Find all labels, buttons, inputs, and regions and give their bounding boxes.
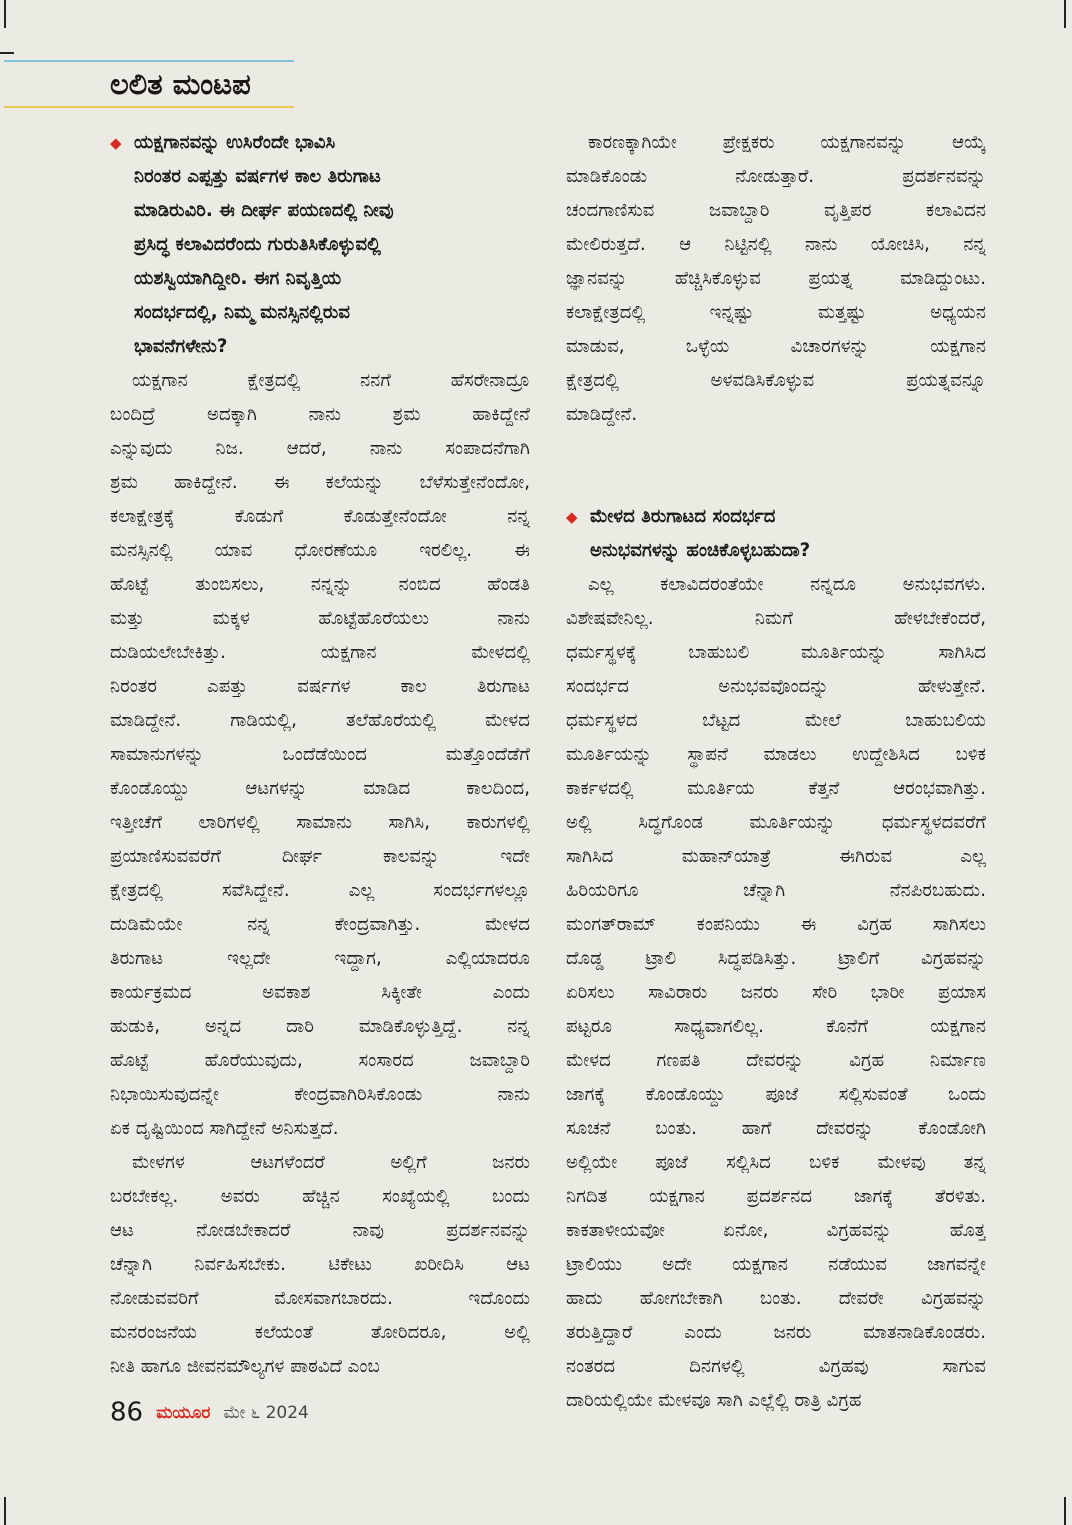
body-text-line <box>110 1282 530 1316</box>
line-text: ಮಾಡಿದ್ದೇನೆ. ಗಾಡಿಯಲ್ಲಿ, ತಲೆಹೊರೆಯಲ್ಲಿ ಮೇಳದ <box>110 710 530 731</box>
page-footer <box>110 1392 309 1432</box>
line-text: ತರುತ್ತಿದ್ದಾರೆ ಎಂದು ಜನರು ಮಾತನಾಡಿಕೊಂಡರು. <box>566 1322 986 1343</box>
diamond-bullet-icon: ◆ <box>110 134 122 152</box>
body-text-line <box>566 160 986 194</box>
body-text-line <box>566 602 986 636</box>
line-text: ಕೊಂಡೊಯ್ದು ಆಟಗಳನ್ನು ಮಾಡಿದ ಕಾಲದಿಂದ, <box>110 778 530 799</box>
line-text: ಕಾಕತಾಳೀಯವೋ ಏನೋ, ವಿಗ್ರಹವನ್ನು ಹೊತ್ತ <box>566 1220 986 1241</box>
body-text-line <box>566 772 986 806</box>
question-line <box>110 194 530 228</box>
line-text: ದೊಡ್ಡ ಟ್ರಾಲಿ ಸಿದ್ಧಪಡಿಸಿತ್ತು. ಟ್ರಾಲಿಗೆ ವಿಗ್ರಹವನ್ನು <box>566 948 986 969</box>
body-text-line <box>566 1316 986 1350</box>
line-text: ಕ್ಷೇತ್ರದಲ್ಲಿ ಅಳವಡಿಸಿಕೊಳ್ಳುವ ಪ್ರಯತ್ನವನ್ನೂ <box>566 370 986 391</box>
line-text: ಚೆನ್ನಾಗಿ ನಿರ್ವಹಿಸಬೇಕು. ಟಿಕೇಟು ಖರೀದಿಸಿ ಆಟ <box>110 1254 530 1275</box>
body-text-line <box>566 976 986 1010</box>
paragraph-gap <box>566 432 986 466</box>
line-text: ಟ್ರಾಲಿಯು ಅದೇ ಯಕ್ಷಗಾನ ನಡೆಯುವ ಜಾಗವನ್ನೇ <box>566 1254 986 1275</box>
line-text: ಆಟ ನೋಡಬೇಕಾದರೆ ನಾವು ಪ್ರದರ್ಶನವನ್ನು <box>110 1220 530 1241</box>
line-text: ಏರಿಸಲು ಸಾವಿರಾರು ಜನರು ಸೇರಿ ಭಾರೀ ಪ್ರಯಾಸ <box>566 982 986 1003</box>
body-text-line <box>566 1044 986 1078</box>
line-text: ಏಕ ದೃಷ್ಟಿಯಿಂದ ಸಾಗಿದ್ದೇನೆ ಅನಿಸುತ್ತದೆ. <box>110 1118 339 1139</box>
diamond-bullet-icon: ◆ <box>566 508 578 526</box>
body-text-line <box>566 398 986 432</box>
question-line <box>110 126 530 160</box>
line-text: ಸಾಮಾನುಗಳನ್ನು ಒಂದೆಡೆಯಿಂದ ಮತ್ತೊಂದೆಡೆಗೆ <box>110 744 530 765</box>
body-text-line <box>110 670 530 704</box>
page-number: 86 <box>110 1397 144 1428</box>
line-text: ಅಲ್ಲಿಯೇ ಪೂಜೆ ಸಲ್ಲಿಸಿದ ಬಳಿಕ ಮೇಳವು ತನ್ನ <box>566 1152 986 1173</box>
line-text: ಮೂರ್ತಿಯನ್ನು ಸ್ಥಾಪನೆ ಮಾಡಲು ಉದ್ದೇಶಿಸಿದ ಬಳಿಕ <box>566 744 986 765</box>
line-text: ದುಡಿಯಲೇಬೇಕಿತ್ತು. ಯಕ್ಷಗಾನ ಮೇಳದಲ್ಲಿ <box>110 642 530 663</box>
body-text-line <box>566 738 986 772</box>
body-text-line <box>566 1350 986 1384</box>
line-text: ಅನುಭವಗಳನ್ನು ಹಂಚಿಕೊಳ್ಳಬಹುದಾ? <box>590 540 811 561</box>
body-text-line <box>566 670 986 704</box>
body-text-line <box>110 500 530 534</box>
body-text-line <box>110 908 530 942</box>
body-text-line <box>566 942 986 976</box>
line-text: ಮನಸ್ಸಿನಲ್ಲಿ ಯಾವ ಧೋರಣೆಯೂ ಇರಲಿಲ್ಲ. ಈ <box>110 540 530 561</box>
body-text-line <box>566 806 986 840</box>
line-text: ಮತ್ತು ಮಕ್ಕಳ ಹೊಟ್ಟೆಹೊರೆಯಲು ನಾನು <box>110 608 530 629</box>
body-text-line <box>566 126 986 160</box>
body-text-line <box>566 874 986 908</box>
line-text: ಮಾಡುವ, ಒಳ್ಳೆಯ ವಿಚಾರಗಳನ್ನು ಯಕ್ಷಗಾನ <box>566 336 986 357</box>
line-text: ನಿಭಾಯಿಸುವುದನ್ನೇ ಕೇಂದ್ರವಾಗಿರಿಸಿಕೊಂಡು ನಾನು <box>110 1084 530 1105</box>
header-rule-blue <box>4 60 294 62</box>
section-title: ಲಲಿತ ಮಂಟಪ <box>110 67 251 101</box>
paragraph-gap <box>566 466 986 500</box>
body-text-line <box>566 1112 986 1146</box>
body-text-line <box>110 602 530 636</box>
line-text: ಎನ್ನುವುದು ನಿಜ. ಆದರೆ, ನಾನು ಸಂಪಾದನೆಗಾಗಿ <box>110 438 530 459</box>
body-text-line <box>110 534 530 568</box>
line-text: ಬಂದಿದ್ರೆ ಅದಕ್ಕಾಗಿ ನಾನು ಶ್ರಮ ಹಾಕಿದ್ದೇನೆ <box>110 404 530 425</box>
question-line <box>110 330 530 364</box>
body-text-line <box>110 432 530 466</box>
line-text: ನೋಡುವವರಿಗೆ ಮೋಸವಾಗಬಾರದು. ಇದೊಂದು <box>110 1288 530 1309</box>
body-text-line <box>110 976 530 1010</box>
line-text: ಚಂದಗಾಣಿಸುವ ಜವಾಬ್ದಾರಿ ವೃತ್ತಿಪರ ಕಲಾವಿದನ <box>566 200 986 221</box>
body-text-line <box>110 568 530 602</box>
line-text: ಶ್ರಮ ಹಾಕಿದ್ದೇನೆ. ಈ ಕಲೆಯನ್ನು ಬೆಳೆಸುತ್ತೇನೆಂದೋ, <box>110 472 530 493</box>
line-text: ಪಟ್ಟರೂ ಸಾಧ್ಯವಾಗಲಿಲ್ಲ. ಕೊನೆಗೆ ಯಕ್ಷಗಾನ <box>566 1016 986 1037</box>
body-text-line <box>110 1214 530 1248</box>
line-text: ತಿರುಗಾಟ ಇಲ್ಲದೇ ಇದ್ದಾಗ, ಎಲ್ಲಿಯಾದರೂ <box>110 948 530 969</box>
question-line <box>110 296 530 330</box>
crop-mark-bottom-left <box>4 1497 6 1525</box>
body-text-line <box>566 1282 986 1316</box>
line-text: ಮಂಗತ್‌ರಾಮ್ ಕಂಪನಿಯು ಈ ವಿಗ್ರಹ ಸಾಗಿಸಲು <box>566 914 986 935</box>
body-text-line <box>110 1044 530 1078</box>
header-rule-yellow <box>4 106 294 108</box>
body-text-line <box>566 1078 986 1112</box>
line-text: ಮೇಳದ ತಿರುಗಾಟದ ಸಂದರ್ಭದ <box>590 506 776 527</box>
question-line <box>110 160 530 194</box>
line-text: ಪ್ರಯಾಣಿಸುವವರೆಗೆ ದೀರ್ಘ ಕಾಲವನ್ನು ಇದೇ <box>110 846 530 867</box>
body-text-line <box>566 840 986 874</box>
line-text: ಜಾಗಕ್ಕೆ ಕೊಂಡೊಯ್ದು ಪೂಜೆ ಸಲ್ಲಿಸುವಂತೆ ಒಂದು <box>566 1084 986 1105</box>
crop-mark-bottom-right <box>1064 1497 1066 1525</box>
line-text: ಮನರಂಜನೆಯ ಕಲೆಯಂತೆ ತೋರಿದರೂ, ಅಲ್ಲಿ <box>110 1322 530 1343</box>
body-text-line <box>110 1146 530 1180</box>
line-text: ಮಾಡಿದ್ದೇನೆ. <box>566 404 638 425</box>
magazine-logo: ಮಯೂರ <box>156 1402 211 1423</box>
line-text: ಸಂದರ್ಭದ ಅನುಭವವೊಂದನ್ನು ಹೇಳುತ್ತೇನೆ. <box>566 676 986 697</box>
left-column <box>110 126 530 1384</box>
line-text: ಸಾಗಿಸಿದ ಮಹಾನ್‌ಯಾತ್ರೆ ಈಗಿರುವ ಎಲ್ಲ <box>566 846 986 867</box>
line-text: ಕಲಾಕ್ಷೇತ್ರಕ್ಕೆ ಕೊಡುಗೆ ಕೊಡುತ್ತೇನೆಂದೋ ನನ್ನ <box>110 506 530 527</box>
body-text-line <box>110 806 530 840</box>
body-text-line <box>566 262 986 296</box>
body-text-line <box>110 636 530 670</box>
line-text: ನಿರಂತರ ಎಪತ್ತು ವರ್ಷಗಳ ಕಾಲ ತಿರುಗಾಟ <box>110 676 530 697</box>
line-text: ಭಾವನೆಗಳೇನು? <box>134 336 228 357</box>
line-text: ಪ್ರಸಿದ್ಧ ಕಲಾವಿದರೆಂದು ಗುರುತಿಸಿಕೊಳ್ಳುವಲ್ಲಿ <box>134 234 381 255</box>
body-text-line <box>110 364 530 398</box>
line-text: ಅಲ್ಲಿ ಸಿದ್ಧಗೊಂಡ ಮೂರ್ತಿಯನ್ನು ಧರ್ಮಸ್ಥಳದವರೆಗೆ <box>566 812 986 833</box>
body-text-line <box>110 738 530 772</box>
line-text: ನಿರಂತರ ಎಪ್ಪತ್ತು ವರ್ಷಗಳ ಕಾಲ ತಿರುಗಾಟ <box>134 166 381 187</box>
crop-mark-top-left <box>4 0 6 28</box>
line-text: ಜ್ಞಾನವನ್ನು ಹೆಚ್ಚಿಸಿಕೊಳ್ಳುವ ಪ್ರಯತ್ನ ಮಾಡಿದ್ದುಂಟು. <box>566 268 986 289</box>
line-text: ನೀತಿ ಹಾಗೂ ಜೀವನಮೌಲ್ಯಗಳ ಪಾಠವಿದೆ ಎಂಬ <box>110 1356 380 1377</box>
body-text-line <box>110 874 530 908</box>
line-text: ಧರ್ಮಸ್ಥಳಕ್ಕೆ ಬಾಹುಬಲಿ ಮೂರ್ತಿಯನ್ನು ಸಾಗಿಸಿದ <box>566 642 986 663</box>
body-text-line <box>110 1316 530 1350</box>
body-text-line <box>110 466 530 500</box>
body-text-line <box>566 1010 986 1044</box>
body-text-line <box>110 1248 530 1282</box>
body-text-line <box>110 1112 530 1146</box>
line-text: ಕಾರಣಕ್ಕಾಗಿಯೇ ಪ್ರೇಕ್ಷಕರು ಯಕ್ಷಗಾನವನ್ನು ಆಯ್ಕೆ <box>588 132 986 153</box>
body-text-line <box>110 1350 530 1384</box>
body-text-line <box>566 908 986 942</box>
body-text-line <box>110 398 530 432</box>
issue-date: ಮೇ ೬ 2024 <box>223 1402 309 1423</box>
line-text: ಯಶಸ್ವಿಯಾಗಿದ್ದೀರಿ. ಈಗ ನಿವೃತ್ತಿಯ <box>134 268 342 289</box>
body-text-line <box>566 1248 986 1282</box>
line-text: ಎಲ್ಲ ಕಲಾವಿದರಂತೆಯೇ ನನ್ನದೂ ಅನುಭವಗಳು. <box>588 574 986 595</box>
line-text: ಹೊಟ್ಟೆ ಹೊರೆಯುವುದು, ಸಂಸಾರದ ಜವಾಬ್ದಾರಿ <box>110 1050 530 1071</box>
line-text: ಯಕ್ಷಗಾನವನ್ನು ಉಸಿರೆಂದೇ ಭಾವಿಸಿ <box>134 132 336 153</box>
body-text-line <box>566 296 986 330</box>
line-text: ಬರಬೇಕಲ್ಲ. ಅವರು ಹೆಚ್ಚಿನ ಸಂಖ್ಯೆಯಲ್ಲಿ ಬಂದು <box>110 1186 530 1207</box>
body-text-line <box>566 364 986 398</box>
line-text: ಹೊಟ್ಟೆ ತುಂಬಿಸಲು, ನನ್ನನ್ನು ನಂಬಿದ ಹೆಂಡತಿ <box>110 574 530 595</box>
line-text: ವಿಶೇಷವೇನಿಲ್ಲ. ನಿಮಗೆ ಹೇಳಬೇಕೆಂದರೆ, <box>566 608 986 629</box>
line-text: ಸೂಚನೆ ಬಂತು. ಹಾಗೆ ದೇವರನ್ನು ಕೊಂಡೋಗಿ <box>566 1118 986 1139</box>
body-text-line <box>566 1180 986 1214</box>
question-line <box>110 228 530 262</box>
line-text: ಕಾರ್ಯಕ್ರಮದ ಅವಕಾಶ ಸಿಕ್ಕೀತೇ ಎಂದು <box>110 982 530 1003</box>
line-text: ಕ್ಷೇತ್ರದಲ್ಲಿ ಸವೆಸಿದ್ದೇನೆ. ಎಲ್ಲ ಸಂದರ್ಭಗಳಲ್ಲೂ <box>110 880 530 901</box>
line-text: ಮಾಡಿಕೊಂಡು ನೋಡುತ್ತಾರೆ. ಪ್ರದರ್ಶನವನ್ನು <box>566 166 986 187</box>
line-text: ಮೇಳಗಳ ಆಟಗಳೆಂದರೆ ಅಲ್ಲಿಗೆ ಜನರು <box>132 1152 530 1173</box>
line-text: ಹುಡುಕಿ, ಅನ್ನದ ದಾರಿ ಮಾಡಿಕೊಳ್ಳುತ್ತಿದ್ದೆ. ನನ್ನ <box>110 1016 530 1037</box>
crop-mark-top-right <box>1064 0 1066 28</box>
line-text: ಮಾಡಿರುವಿರಿ. ಈ ದೀರ್ಘ ಪಯಣದಲ್ಲಿ ನೀವು <box>134 200 394 221</box>
body-text-line <box>566 636 986 670</box>
question-line <box>110 262 530 296</box>
line-text: ನಂತರದ ದಿನಗಳಲ್ಲಿ ವಿಗ್ರಹವು ಸಾಗುವ <box>566 1356 986 1377</box>
right-column <box>566 126 986 1418</box>
body-text-line <box>566 1384 986 1418</box>
body-text-line <box>566 228 986 262</box>
body-text-line <box>110 1078 530 1112</box>
body-text-line <box>110 942 530 976</box>
body-text-line <box>566 1214 986 1248</box>
body-text-line <box>566 568 986 602</box>
line-text: ಮೇಳದ ಗಣಪತಿ ದೇವರನ್ನು ವಿಗ್ರಹ ನಿರ್ಮಾಣ <box>566 1050 986 1071</box>
line-text: ಸಂದರ್ಭದಲ್ಲಿ, ನಿಮ್ಮ ಮನಸ್ಸಿನಲ್ಲಿರುವ <box>134 302 351 323</box>
line-text: ಧರ್ಮಸ್ಥಳದ ಬೆಟ್ಟದ ಮೇಲೆ ಬಾಹುಬಲಿಯ <box>566 710 986 731</box>
body-text-line <box>110 1180 530 1214</box>
question-line <box>566 534 986 568</box>
body-text-line <box>566 330 986 364</box>
line-text: ನಿಗದಿತ ಯಕ್ಷಗಾನ ಪ್ರದರ್ಶನದ ಜಾಗಕ್ಕೆ ತೆರಳಿತು. <box>566 1186 986 1207</box>
line-text: ಹಾದು ಹೋಗಬೇಕಾಗಿ ಬಂತು. ದೇವರೇ ವಿಗ್ರಹವನ್ನು <box>566 1288 986 1309</box>
question-line <box>566 500 986 534</box>
line-text: ಕಾರ್ಕಳದಲ್ಲಿ ಮೂರ್ತಿಯ ಕೆತ್ತನೆ ಆರಂಭವಾಗಿತ್ತು. <box>566 778 986 799</box>
body-text-line <box>110 772 530 806</box>
crop-mark-left <box>0 52 14 54</box>
body-text-line <box>566 194 986 228</box>
body-text-line <box>566 704 986 738</box>
body-text-line <box>110 704 530 738</box>
line-text: ದುಡಿಮೆಯೇ ನನ್ನ ಕೇಂದ್ರವಾಗಿತ್ತು. ಮೇಳದ <box>110 914 530 935</box>
body-text-line <box>110 1010 530 1044</box>
line-text: ಕಲಾಕ್ಷೇತ್ರದಲ್ಲಿ ಇನ್ನಷ್ಟು ಮತ್ತಷ್ಟು ಅಧ್ಯಯನ <box>566 302 986 323</box>
line-text: ಹಿರಿಯರಿಗೂ ಚೆನ್ನಾಗಿ ನೆನಪಿರಬಹುದು. <box>566 880 986 901</box>
line-text: ಮೇಲಿರುತ್ತದೆ. ಆ ನಿಟ್ಟಿನಲ್ಲಿ ನಾನು ಯೋಚಿಸಿ, ನನ್ನ <box>566 234 986 255</box>
line-text: ದಾರಿಯಲ್ಲಿಯೇ ಮೇಳವೂ ಸಾಗಿ ಎಲ್ಲೆಲ್ಲಿ ರಾತ್ರಿ ವಿಗ್ರಹ <box>566 1390 862 1411</box>
body-text-line <box>110 840 530 874</box>
line-text: ಇತ್ತೀಚೆಗೆ ಲಾರಿಗಳಲ್ಲಿ ಸಾಮಾನು ಸಾಗಿಸಿ, ಕಾರುಗಳಲ್ಲಿ <box>110 812 530 833</box>
line-text: ಯಕ್ಷಗಾನ ಕ್ಷೇತ್ರದಲ್ಲಿ ನನಗೆ ಹೆಸರೇನಾದ್ರೂ <box>132 370 530 391</box>
body-text-line <box>566 1146 986 1180</box>
